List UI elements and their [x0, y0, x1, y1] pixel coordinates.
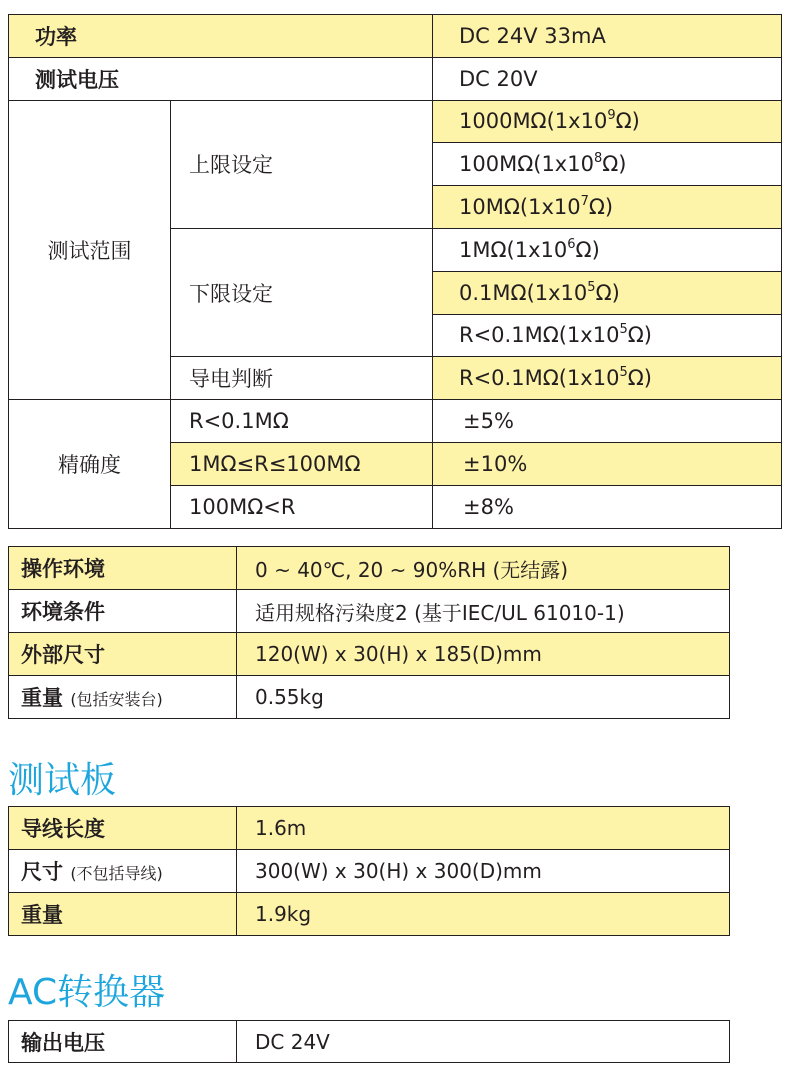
upper-limit-value: $10M\Omega(1x10^7\Omega)$ [433, 186, 782, 229]
test-board-title: 测试板 [8, 760, 117, 801]
env-key-note: (包括安装台) [70, 690, 163, 709]
table-row [9, 400, 782, 443]
range-label: 测试范围 [9, 100, 171, 400]
table-row [9, 676, 730, 719]
ac-adapter-table [8, 1020, 730, 1063]
accuracy-range: 100MΩ<R [171, 485, 433, 528]
upper-limit-value: $1000M\Omega(1x10^9\Omega)$ [433, 100, 782, 143]
table-row [9, 15, 782, 58]
env-key: 环境条件 [9, 590, 237, 633]
env-key: 重量 (包括安装台) [9, 676, 237, 719]
board-key-note: (不包括导线) [70, 864, 163, 883]
lower-limit-label: 下限设定 [171, 228, 433, 356]
table-row [9, 1021, 730, 1063]
main-spec-table [8, 14, 782, 529]
env-value: 0 ~ 40℃, 20 ~ 90%RH (无结露) [237, 547, 730, 590]
board-value: 1.6m [237, 807, 730, 850]
lower-limit-value: $R<0.1M\Omega(1x10^5\Omega)$ [433, 314, 782, 357]
lower-limit-value: $1M\Omega(1x10^6\Omega)$ [433, 228, 782, 271]
continuity-value: $R<0.1M\Omega(1x10^5\Omega)$ [433, 357, 782, 400]
env-key: 操作环境 [9, 547, 237, 590]
accuracy-range: 1MΩ≤R≤100MΩ [171, 442, 433, 485]
accuracy-value: ±10% [433, 442, 782, 485]
power-label: 功率 [9, 15, 433, 58]
table-row [9, 850, 730, 893]
table-row [9, 57, 782, 100]
env-value: 120(W) x 30(H) x 185(D)mm [237, 633, 730, 676]
lower-limit-value: $0.1M\Omega(1x10^5\Omega)$ [433, 271, 782, 314]
adapter-key: 输出电压 [9, 1021, 237, 1063]
power-value: DC 24V 33mA [433, 15, 782, 58]
accuracy-range: R<0.1MΩ [171, 400, 433, 443]
board-value: 300(W) x 30(H) x 300(D)mm [237, 850, 730, 893]
board-key: 重量 [9, 893, 237, 936]
board-key: 尺寸 (不包括导线) [9, 850, 237, 893]
voltage-label: 测试电压 [9, 57, 433, 100]
continuity-label: 导电判断 [171, 357, 433, 400]
board-value: 1.9kg [237, 893, 730, 936]
environment-table [8, 546, 730, 719]
table-row [9, 633, 730, 676]
board-key: 导线长度 [9, 807, 237, 850]
env-value: 0.55kg [237, 676, 730, 719]
accuracy-value: ±5% [433, 400, 782, 443]
env-value: 适用规格污染度2 (基于IEC/UL 61010-1) [237, 590, 730, 633]
table-row [9, 590, 730, 633]
table-row [9, 100, 782, 143]
upper-limit-label: 上限设定 [171, 100, 433, 228]
table-row [9, 893, 730, 936]
voltage-value: DC 20V [433, 57, 782, 100]
env-key: 外部尺寸 [9, 633, 237, 676]
accuracy-label: 精确度 [9, 400, 171, 528]
table-row [9, 807, 730, 850]
upper-limit-value: $100M\Omega(1x10^8\Omega)$ [433, 143, 782, 186]
accuracy-value: ±8% [433, 485, 782, 528]
table-row [9, 547, 730, 590]
test-board-table [8, 806, 730, 936]
ac-adapter-title: AC转换器 [8, 972, 166, 1013]
adapter-value: DC 24V [237, 1021, 730, 1063]
